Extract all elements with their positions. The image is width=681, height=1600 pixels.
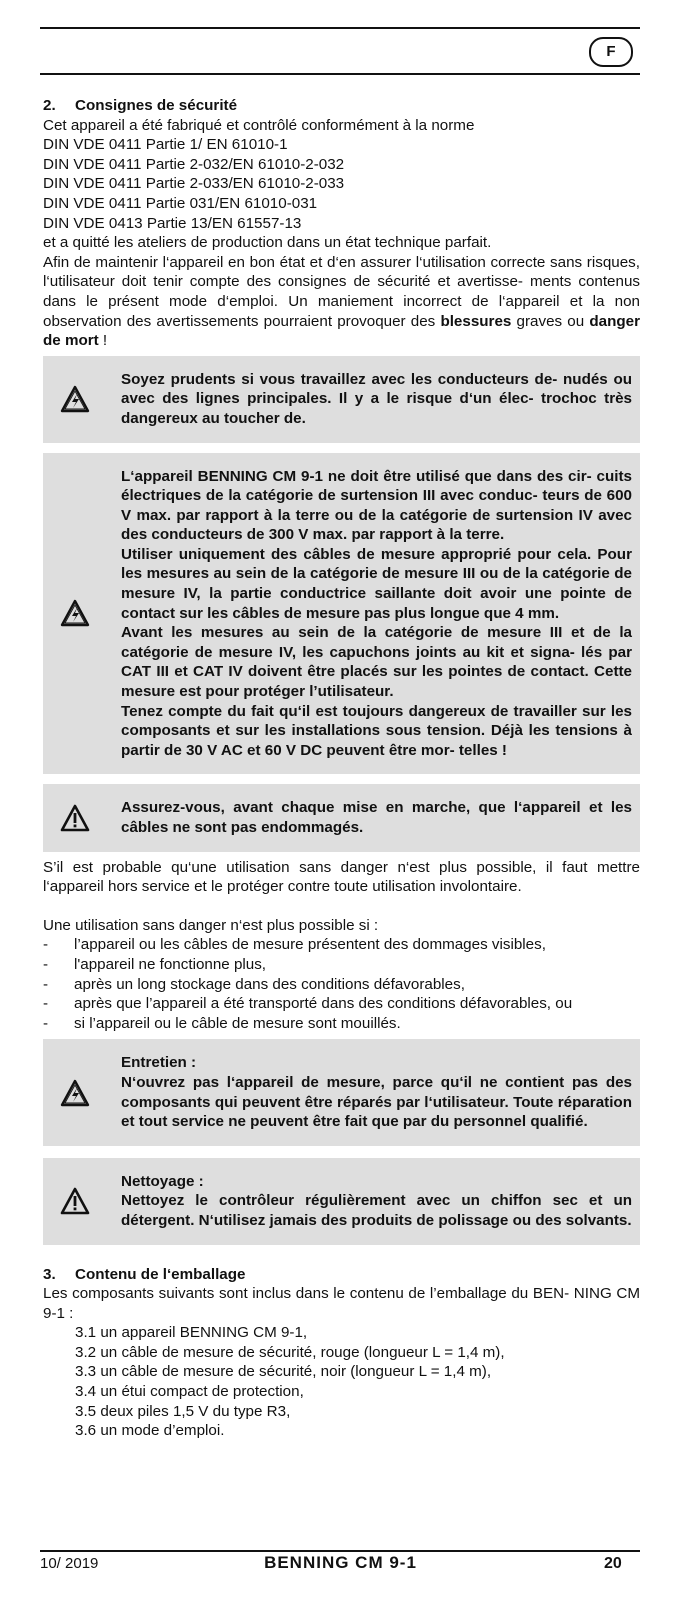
list-item: 3.1 un appareil BENNING CM 9-1,	[75, 1324, 308, 1342]
standard-item: DIN VDE 0411 Partie 2-033/EN 61010-2-033	[43, 175, 345, 193]
page-content	[43, 96, 640, 1441]
safe-use-paragraph: S’il est probable qu‘une utilisation sans danger n‘est plus possible, il faut mettre l‘appareil hors service et le protéger contre toute utilisation involontaire.	[43, 858, 640, 896]
section-3-intro: Les composants suivants sont inclus dans le contenu de l’emballage du BEN- NING CM 9-1 :	[43, 1285, 640, 1322]
list-item-text: si l’appareil ou le câble de mesure sont mouillés.	[74, 1014, 401, 1032]
warning-text: Tenez compte du fait qu‘il est toujours dangereux de travailler sur les composants et sur les installations sous tension. Déjà les tensions à partir de 30 V AC et 60 V DC peuvent être mor- telles !	[121, 702, 632, 759]
footer-title: BENNING CM 9-1	[264, 1553, 417, 1572]
list-item: - après que l’appareil a été transporté dans des conditions défavorables, ou	[43, 995, 573, 1013]
warning-box-maintenance	[43, 1039, 640, 1145]
safe-use-lead: Une utilisation sans danger n‘est plus possible si :	[43, 916, 379, 934]
section-3-number: 3.	[43, 1265, 56, 1283]
list-item-text: après un long stockage dans des conditions défavorables,	[74, 975, 465, 993]
standard-item: DIN VDE 0413 Partie 13/EN 61557-13	[43, 214, 302, 232]
page-number: 20	[604, 1555, 622, 1572]
list-item: - après un long stockage dans des conditions défavorables,	[43, 975, 465, 993]
maintenance-title: Entretien :	[121, 1054, 197, 1072]
list-item-text: l’appareil ou les câbles de mesure présentent des dommages visibles,	[74, 936, 546, 954]
warning-box-damage-check	[43, 784, 640, 851]
list-item: 3.6 un mode d’emploi.	[75, 1422, 225, 1440]
section-2-number: 2.	[43, 97, 56, 114]
header-rule	[40, 73, 640, 75]
list-item: - l’appareil ou les câbles de mesure présentent des dommages visibles,	[43, 936, 546, 954]
standard-item: DIN VDE 0411 Partie 2-032/EN 61010-2-032	[43, 155, 345, 173]
list-item: - l'appareil ne fonctionne plus,	[43, 955, 267, 973]
section-2-title: Consignes de sécurité	[75, 97, 238, 114]
danger-emphasis: danger de mort	[43, 312, 640, 350]
warning-box-categories	[43, 453, 640, 775]
section-3-heading	[43, 1265, 640, 1285]
safety-paragraph-text: Afin de maintenir l‘appareil en bon état et d‘en assurer l‘utilisation correcte sans risques, l‘utilisateur doit tenir compte des consignes de sécurité et avertisse- ments contenus dans le présent mode d‘emploi. Un maniement incorrect de l‘appareil et la non observation des avertissements pourraient provoquer des	[43, 253, 640, 330]
list-item: 3.3 un câble de mesure de sécurité, noir (longueur L = 1,4 m),	[75, 1363, 492, 1381]
list-item-text: après que l’appareil a été transporté dans des conditions défavorables, ou	[74, 995, 573, 1013]
warning-text: N‘ouvrez pas l‘appareil de mesure, parce qu‘il ne contient pas des composants qui peuvent être réparés par l‘utilisateur. Toute réparation et tout service ne peuvent être fait que par du personnel qualifié.	[121, 1073, 632, 1131]
safety-paragraph	[43, 253, 640, 351]
top-rule	[40, 27, 640, 29]
standard-item: DIN VDE 0411 Partie 031/EN 61010-031	[43, 194, 318, 212]
list-item: 3.5 deux piles 1,5 V du type R3,	[75, 1402, 291, 1420]
warning-triangle-icon	[60, 599, 90, 627]
language-badge: F	[589, 37, 633, 67]
warning-box-cleaning	[43, 1158, 640, 1245]
standard-item: DIN VDE 0411 Partie 1/ EN 61010-1	[43, 136, 288, 154]
list-item-text: l'appareil ne fonctionne plus,	[74, 955, 267, 973]
warning-text: Utiliser uniquement des câbles de mesure approprié pour cela. Pour les mesures au sein de la catégorie de mesure III ou de la catégorie de mesure IV, la partie conductrice saillante doit avoir une pointe de contact sur les câbles de mesure pas plus longue que 4 mm.	[121, 545, 632, 622]
safety-paragraph-mid: graves ou	[511, 312, 590, 330]
section-2-intro: Cet appareil a été fabriqué et contrôlé conformément à la norme	[43, 116, 475, 134]
warning-text: L‘appareil BENNING CM 9-1 ne doit être utilisé que dans des cir- cuits électriques de la catégorie de surtension III avec conduc- teurs de 600 V max. par rapport à la terre ou de la catégorie de surtension IV avec des conducteurs de 300 V max. par rapport à la terre.	[121, 467, 632, 544]
warning-triangle-icon	[60, 385, 90, 413]
section-3-title: Contenu de l‘emballage	[75, 1265, 246, 1283]
list-item: 3.4 un étui compact de protection,	[75, 1383, 304, 1401]
warning-text: Assurez-vous, avant chaque mise en marche, que l‘appareil et les câbles ne sont pas endommagés.	[121, 799, 632, 836]
warning-text: Nettoyez le contrôleur régulièrement avec un chiffon sec et un détergent. N‘utilisez jamais des produits de polissage ou des solvants.	[121, 1192, 632, 1229]
exclamation-triangle-icon	[60, 804, 90, 832]
warning-text: Avant les mesures au sein de la catégorie de mesure III et de la catégorie de mesure IV, les capuchons joints au kit et signa- lés par CAT III et CAT IV doivent être placés sur les pointes de contact. Cette mesure est pour protéger l’utilisateur.	[121, 624, 632, 701]
warning-text: Soyez prudents si vous travaillez avec les conducteurs de- nudés ou avec des lignes principales. Il y a le risque d‘un élec- trochoc très dangereux au toucher de.	[121, 370, 632, 427]
injuries-emphasis: blessures	[440, 312, 512, 330]
list-item: 3.2 un câble de mesure de sécurité, rouge (longueur L = 1,4 m),	[75, 1343, 505, 1361]
warning-box-bare-conductors	[43, 356, 640, 443]
warning-triangle-icon	[60, 1079, 90, 1107]
unsafe-conditions-list	[43, 935, 640, 1033]
footer-date: 10/ 2019	[40, 1555, 99, 1572]
cleaning-title: Nettoyage :	[121, 1172, 204, 1190]
safety-paragraph-end: !	[98, 332, 108, 350]
footer-rule	[40, 1550, 640, 1552]
factory-statement: et a quitté les ateliers de production dans un état technique parfait.	[43, 234, 492, 252]
list-item: - si l’appareil ou le câble de mesure sont mouillés.	[43, 1014, 401, 1032]
exclamation-triangle-icon	[60, 1187, 90, 1215]
section-2-heading	[43, 96, 640, 116]
package-contents-list	[43, 1323, 640, 1441]
